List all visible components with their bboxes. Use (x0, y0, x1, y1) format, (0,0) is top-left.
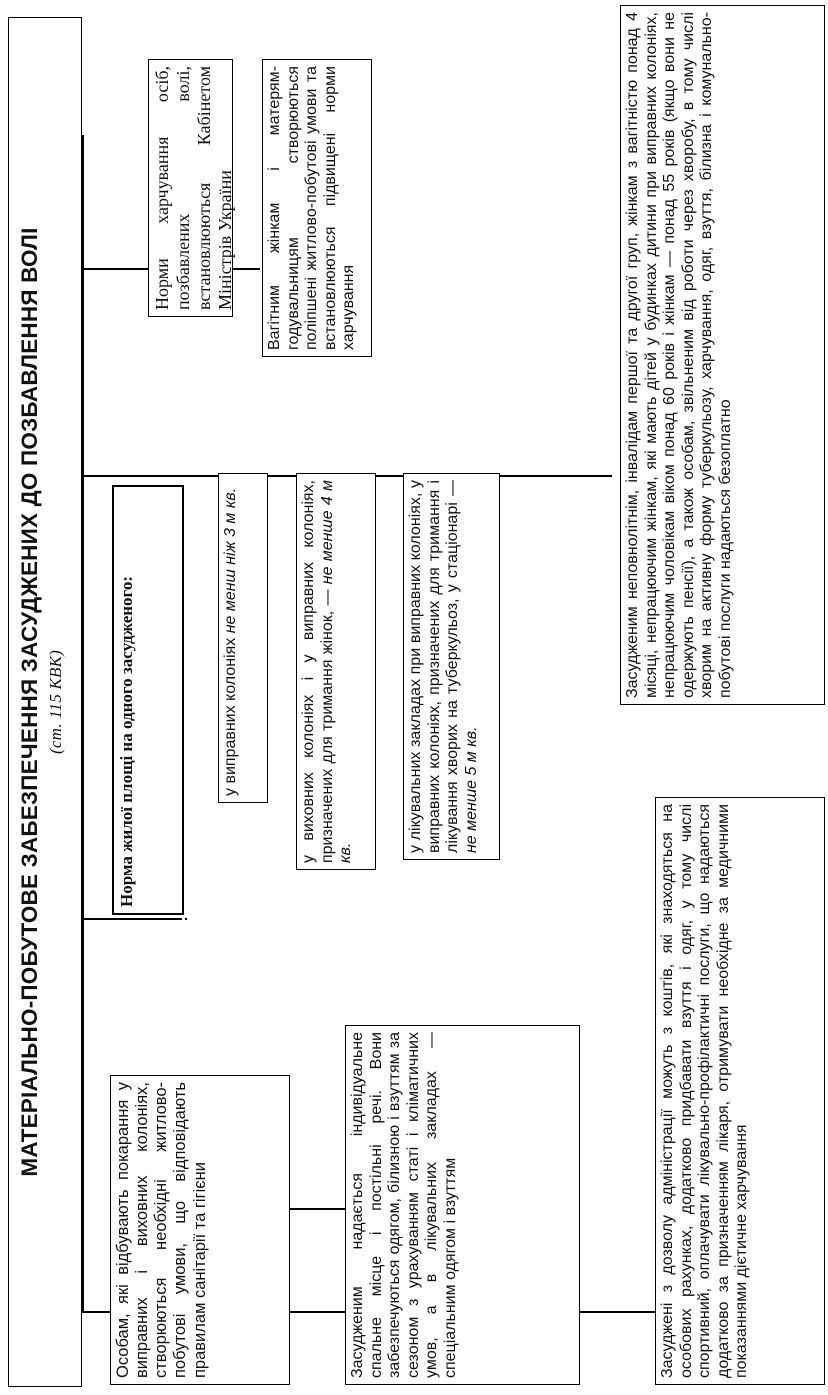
col3-box-free-provision (620, 5, 825, 705)
col2-header-text: Норма жилої площі на одного засудженого: (117, 575, 136, 907)
col1-box-conditions-text: Особам, які відбувають покарання у виправних і виховних колоніях, створюються необхідні житлово-побутові умови, що відповідають правилам санітарії та гігієни (114, 1082, 209, 1378)
col3-box-food-norms (148, 59, 233, 317)
col3-box-pregnant (262, 59, 372, 357)
col3-box-free-provision-text: Засудженим неповнолітнім, інвалідам першої та другої груп, жінкам з вагітністю понад 4 місяці, непрацюючим жінкам, які мають дітей у будинках дитини при виправних колоніях, непрацюючим чоловікам віком понад 60 років і жінкам — понад 55 років (якщо вони не одержують пенсії), а також особам, звільненим від роботи через хворобу, в тому числі хворим на активну форму туберкульозу, харчування, одяг, взуття, білизна і комунально-побутові послуги надаються безоплатно (624, 12, 734, 698)
col2-item1-text: у виправних колоніях (222, 633, 239, 796)
col3-box-pregnant-text: Вагітним жінкам і матерям-годувальницям створюються поліпшені житлово-побутові умови та встановлюються підвищені норми харчування (266, 66, 358, 350)
page-title: МАТЕРІАЛЬНО-ПОБУТОВЕ ЗАБЕЗПЕЧЕННЯ ЗАСУДЖЕНИХ ДО ПОЗБАВЛЕННЯ ВОЛІ (17, 227, 42, 1177)
col1-box-bedding (345, 1025, 580, 1385)
col2-item3-text: у лікувальних закладах при виправних колоніях, у виправних колоніях, призначених для тримання і лікування хворих на туберкульоз, у стаціонарі — (407, 480, 462, 853)
col2-item2-text: у виховних колоніях і у виправних колоніях, призначених для тримання жінок, — (300, 480, 336, 863)
trunk-line (82, 135, 84, 1313)
col3-box-food-norms-text: Норми харчування осіб, позбавлених волі, встановлюються Кабінетом Міністрів України (152, 66, 235, 310)
page-subtitle: (ст. 115 КВК) (46, 650, 66, 754)
col2-header-box (112, 485, 184, 915)
col2-item-educational (296, 473, 376, 870)
col2-item2-norm: не менше 4 м кв. (318, 479, 355, 863)
col1-box-purchases-text: Засуджені з дозволу адміністрації можуть з коштів, які знаходяться на особових рахунках, додатково придбавати взуття і одяг, у тому числі спортивний, оплачувати лікувально-профілактичні послуги, що надаються додатково за призначенням лікаря, отримувати необхідне за медичними показаннями дієтичне харчування (659, 804, 751, 1378)
branch-col2-h (185, 919, 187, 920)
col1-box-conditions (110, 1075, 290, 1385)
title-box (8, 17, 82, 1387)
col1-box-purchases (655, 797, 825, 1385)
col1-box-bedding-text: Засудженим надається індивідуальне спальне місце і постільні речі. Вони забезпечуються одягом, білизною і взуттям за сезоном з урахуванням статі і кліматичних умов, а в лікувальних закладах — спеціальним одягом і взуттям (349, 1032, 459, 1378)
col2-item1-norm: не менш ніж 3 м кв. (222, 487, 239, 634)
col2-item-medical (403, 473, 500, 860)
stem-col2 (82, 918, 182, 920)
branch-col1-h (300, 1312, 302, 1313)
col2-item-correctional (218, 473, 268, 803)
col2-item3-norm: не менше 5 м кв. (462, 726, 480, 853)
